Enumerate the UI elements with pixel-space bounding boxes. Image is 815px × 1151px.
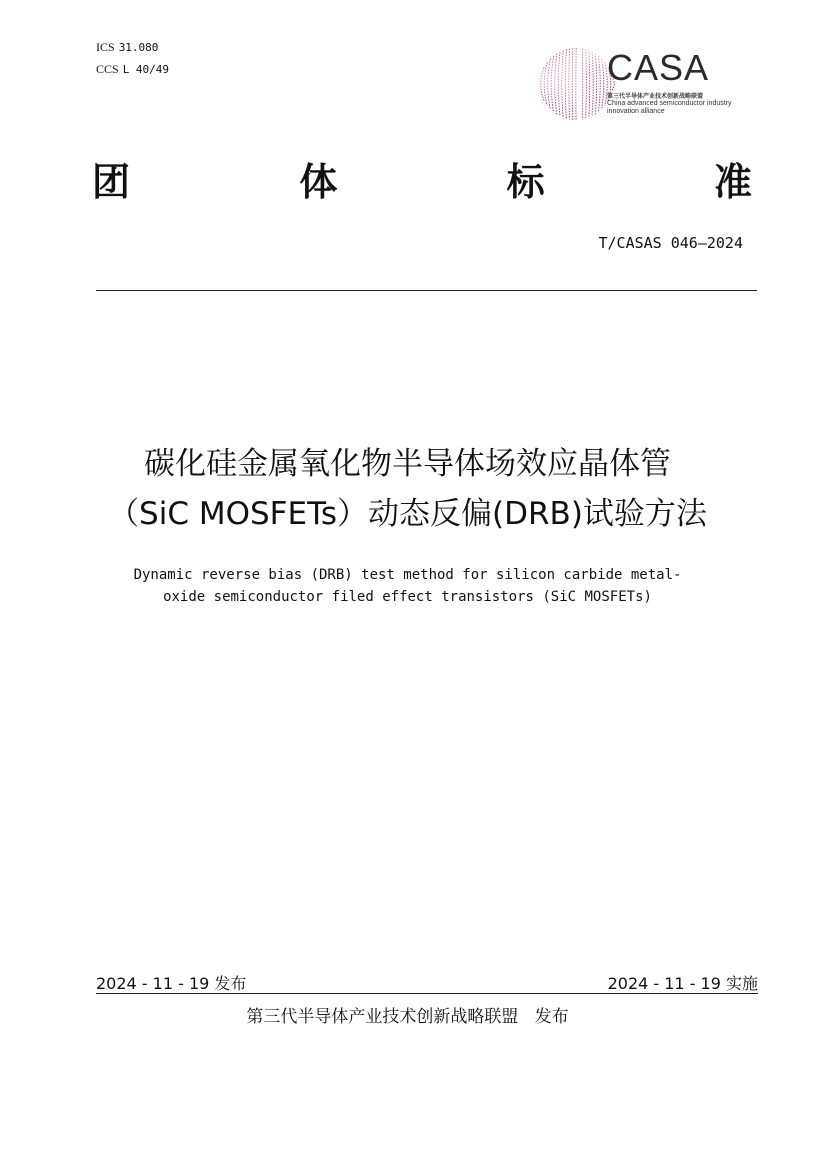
logo-stripe	[572, 48, 573, 120]
standard-type-char: 准	[713, 160, 752, 204]
ccs-value: L 40/49	[122, 63, 170, 76]
logo-stripe	[558, 52, 560, 116]
logo-name-chinese: 第三代半导体产业技术创新战略联盟	[607, 93, 704, 100]
title-chinese-line2: （SiC MOSFETs）动态反偏(DRB)试验方法	[108, 496, 707, 532]
logo-stripe	[541, 68, 544, 101]
header-divider	[96, 290, 757, 291]
logo-stripe	[544, 62, 547, 105]
footer-divider	[96, 993, 758, 994]
implementation-date: 2024 - 11 - 19 实施	[607, 974, 758, 993]
logo-stripe	[569, 49, 570, 120]
logo-stripe	[555, 54, 557, 115]
logo-stripe	[598, 56, 600, 112]
logo-name-english-line1: China advanced semiconductor industry	[607, 100, 732, 107]
standard-type-char: 团	[92, 160, 131, 204]
standard-type-heading	[92, 158, 752, 208]
ccs-label: CCS	[96, 62, 119, 76]
logo-stripe	[595, 54, 597, 115]
logo-stripe	[548, 59, 551, 110]
logo-stripe	[602, 59, 604, 110]
logo-stripe	[592, 52, 593, 116]
logo-stripe	[589, 50, 590, 117]
ccs-classification	[96, 62, 169, 77]
standard-number: T/CASAS 046—2024	[598, 234, 743, 252]
logo-name: CASA	[607, 47, 710, 88]
logo-stripe	[562, 50, 564, 117]
logo-stripe	[586, 49, 587, 118]
ics-label: ICS	[96, 40, 115, 54]
logo-name-english-line2: innovation alliance	[607, 108, 665, 115]
title-english-line2: oxide semiconductor filed effect transistors (SiC MOSFETs)	[163, 589, 652, 605]
standard-type-char: 标	[506, 160, 545, 204]
logo-stripe	[565, 49, 566, 118]
logo-stripe	[551, 56, 553, 112]
title-english-line1: Dynamic reverse bias (DRB) test method for silicon carbide metal-	[133, 567, 682, 583]
publisher: 第三代半导体产业技术创新战略联盟 发布	[246, 1007, 569, 1027]
ics-value: 31.080	[118, 41, 159, 54]
issue-date: 2024 - 11 - 19 发布	[96, 974, 247, 993]
standard-type-char: 体	[299, 160, 338, 204]
ics-classification	[96, 40, 158, 55]
title-chinese-line1: 碳化硅金属氧化物半导体场效应晶体管	[144, 446, 671, 482]
